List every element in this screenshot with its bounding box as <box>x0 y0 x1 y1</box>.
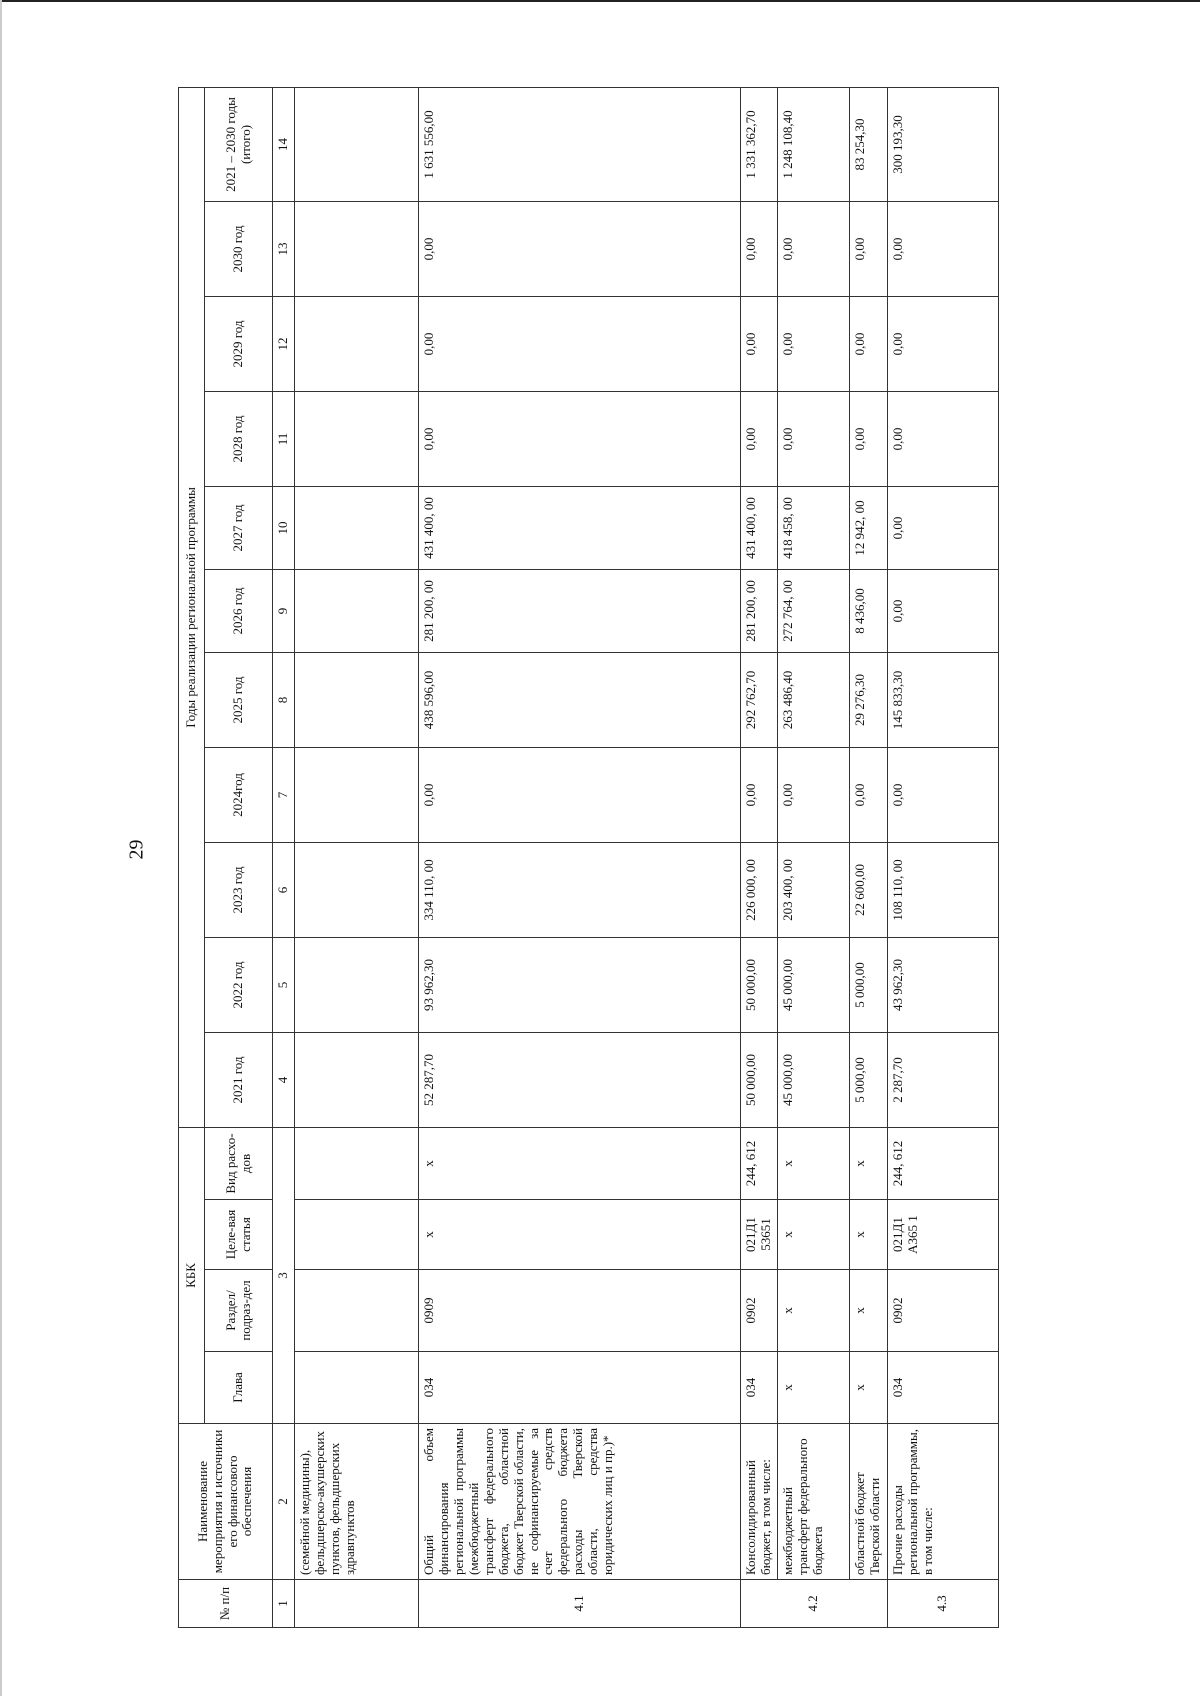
cell-value: 334 110, 00 <box>418 843 740 938</box>
row-number <box>294 1580 418 1628</box>
cell-value: 93 962,30 <box>418 938 740 1033</box>
page-top-border <box>0 0 1200 2</box>
cell-value: 0,00 <box>777 297 849 392</box>
row-name: Консолидированный бюджет, в том числе: <box>740 1424 777 1580</box>
column-number-row <box>273 87 295 1627</box>
header-name: Наименование мероприятия и источники его финансового обеспечения <box>179 1424 273 1580</box>
cell-value: 22 600,00 <box>849 843 887 938</box>
col-number: 14 <box>273 87 295 201</box>
cell-value: 0,00 <box>849 392 887 487</box>
header-year-2028: 2028 год <box>205 392 273 487</box>
cell-value: 145 833,30 <box>887 653 998 748</box>
col-number: 8 <box>273 653 295 748</box>
cell-value: 50 000,00 <box>740 1033 777 1128</box>
header-year-2026: 2026 год <box>205 570 273 653</box>
row-name: Прочие расходы региональной программы, в том числе: <box>887 1424 998 1580</box>
cell-value: 0,00 <box>418 297 740 392</box>
cell-value: 281 200, 00 <box>740 570 777 653</box>
header-no: № п/п <box>179 1580 273 1628</box>
cell-razdel: 0902 <box>887 1270 998 1352</box>
cell-value: 0,00 <box>740 748 777 843</box>
header-year-2024: 2024год <box>205 748 273 843</box>
cell-value: 0,00 <box>887 570 998 653</box>
header-year-2021: 2021 год <box>205 1033 273 1128</box>
cell-value: 43 962,30 <box>887 938 998 1033</box>
header-row-1 <box>179 87 205 1627</box>
cell-value: 50 000,00 <box>740 938 777 1033</box>
cell-glava: х <box>777 1352 849 1424</box>
col-number: 13 <box>273 202 295 297</box>
cell-value: 0,00 <box>887 487 998 570</box>
row-name: Общий объем финансирования региональной программы (межбюджетный трансферт федерального бюджета, областной бюджет Тверской области, не софинансируемые за счет средств федерального бюджета расходы Тверской области, средства юридических лиц и пр.)* <box>418 1424 740 1580</box>
cell-value: 8 436,00 <box>849 570 887 653</box>
cell-glava: 034 <box>740 1352 777 1424</box>
cell-value: 45 000,00 <box>777 938 849 1033</box>
cell-razdel: 0909 <box>418 1270 740 1352</box>
row-number: 4.3 <box>887 1580 998 1628</box>
cell-vid: х <box>418 1128 740 1200</box>
cell-vid: 244, 612 <box>740 1128 777 1200</box>
cell-celevaya: х <box>849 1200 887 1270</box>
col-number: 11 <box>273 392 295 487</box>
cell-value: 272 764, 00 <box>777 570 849 653</box>
cell-value: 0,00 <box>849 297 887 392</box>
header-row-2 <box>205 87 273 1627</box>
cell-value: 0,00 <box>418 202 740 297</box>
cell-value: 1 331 362,70 <box>740 87 777 201</box>
row-number: 4.1 <box>418 1580 740 1628</box>
cell-value: 431 400, 00 <box>418 487 740 570</box>
header-year-2030: 2030 год <box>205 202 273 297</box>
cell-value: 45 000,00 <box>777 1033 849 1128</box>
table-row <box>740 87 777 1627</box>
cell-value: 438 596,00 <box>418 653 740 748</box>
header-year-2022: 2022 год <box>205 938 273 1033</box>
cell-value: 1 248 108,40 <box>777 87 849 201</box>
header-year-total: 2021 – 2030 годы (итого) <box>205 87 273 201</box>
header-razdel: Раздел/ подраз-дел <box>205 1270 273 1352</box>
cell-vid: х <box>777 1128 849 1200</box>
cell-razdel: 0902 <box>740 1270 777 1352</box>
header-kbk: КБК <box>179 1128 205 1424</box>
cell-value: 226 000, 00 <box>740 843 777 938</box>
cell-value: 108 110, 00 <box>887 843 998 938</box>
cell-value: 0,00 <box>849 202 887 297</box>
cell-value: 0,00 <box>887 748 998 843</box>
cell-value: 0,00 <box>777 748 849 843</box>
row-name: (семейной медицины), фельдшерско-акушерских пунктов, фельдшерских здравпунктов <box>294 1424 418 1580</box>
cell-value: 12 942, 00 <box>849 487 887 570</box>
row-name: межбюджетный трансферт федерального бюджета <box>777 1424 849 1580</box>
col-number: 9 <box>273 570 295 653</box>
col-number: 10 <box>273 487 295 570</box>
cell-value: 0,00 <box>777 202 849 297</box>
col-number: 3 <box>273 1128 295 1424</box>
cell-value: 418 458, 00 <box>777 487 849 570</box>
cell-value: 5 000,00 <box>849 938 887 1033</box>
cell-glava: 034 <box>887 1352 998 1424</box>
cell-value: 0,00 <box>887 202 998 297</box>
table-row <box>777 87 849 1627</box>
cell-value: 0,00 <box>740 392 777 487</box>
row-name: областной бюджет Тверской области <box>849 1424 887 1580</box>
header-year-2025: 2025 год <box>205 653 273 748</box>
cell-value: 29 276,30 <box>849 653 887 748</box>
page-number: 29 <box>125 839 148 860</box>
header-year-2029: 2029 год <box>205 297 273 392</box>
cell-celevaya: х <box>418 1200 740 1270</box>
col-number: 6 <box>273 843 295 938</box>
cell-razdel: х <box>777 1270 849 1352</box>
cell-value: 0,00 <box>887 297 998 392</box>
table-row <box>849 87 887 1627</box>
cell-value: 203 400, 00 <box>777 843 849 938</box>
cell-value: 292 762,70 <box>740 653 777 748</box>
table-row <box>418 87 740 1627</box>
col-number: 4 <box>273 1033 295 1128</box>
header-glava: Глава <box>205 1352 273 1424</box>
budget-table-rotated <box>178 88 993 1628</box>
table-row <box>887 87 998 1627</box>
cell-value: 0,00 <box>418 748 740 843</box>
cell-value: 263 486,40 <box>777 653 849 748</box>
header-year-2023: 2023 год <box>205 843 273 938</box>
table-row <box>294 87 418 1627</box>
cell-value: 5 000,00 <box>849 1033 887 1128</box>
row-number: 4.2 <box>740 1580 887 1628</box>
cell-value: 300 193,30 <box>887 87 998 201</box>
cell-value: 431 400, 00 <box>740 487 777 570</box>
col-number: 12 <box>273 297 295 392</box>
cell-celevaya: х <box>777 1200 849 1270</box>
cell-vid: х <box>849 1128 887 1200</box>
col-number: 7 <box>273 748 295 843</box>
header-vid: Вид расхо-дов <box>205 1128 273 1200</box>
cell-celevaya: 021Д1 А365 1 <box>887 1200 998 1270</box>
cell-vid: 244, 612 <box>887 1128 998 1200</box>
header-years-title: Годы реализации региональной программы <box>179 87 205 1127</box>
cell-value: 281 200, 00 <box>418 570 740 653</box>
col-number: 5 <box>273 938 295 1033</box>
cell-value: 0,00 <box>740 202 777 297</box>
header-year-2027: 2027 год <box>205 487 273 570</box>
cell-value: 0,00 <box>777 392 849 487</box>
col-number: 1 <box>273 1580 295 1628</box>
cell-glava: х <box>849 1352 887 1424</box>
cell-value: 0,00 <box>887 392 998 487</box>
page-left-edge <box>0 0 2 1696</box>
cell-glava: 034 <box>418 1352 740 1424</box>
budget-table <box>178 87 999 1628</box>
header-celevaya: Целе-вая статья <box>205 1200 273 1270</box>
cell-value: 0,00 <box>418 392 740 487</box>
cell-value: 0,00 <box>849 748 887 843</box>
col-number: 2 <box>273 1424 295 1580</box>
cell-value: 2 287,70 <box>887 1033 998 1128</box>
cell-razdel: х <box>849 1270 887 1352</box>
cell-celevaya: 021Д1 53651 <box>740 1200 777 1270</box>
cell-value: 1 631 556,00 <box>418 87 740 201</box>
cell-value: 52 287,70 <box>418 1033 740 1128</box>
cell-value: 83 254,30 <box>849 87 887 201</box>
cell-value: 0,00 <box>740 297 777 392</box>
